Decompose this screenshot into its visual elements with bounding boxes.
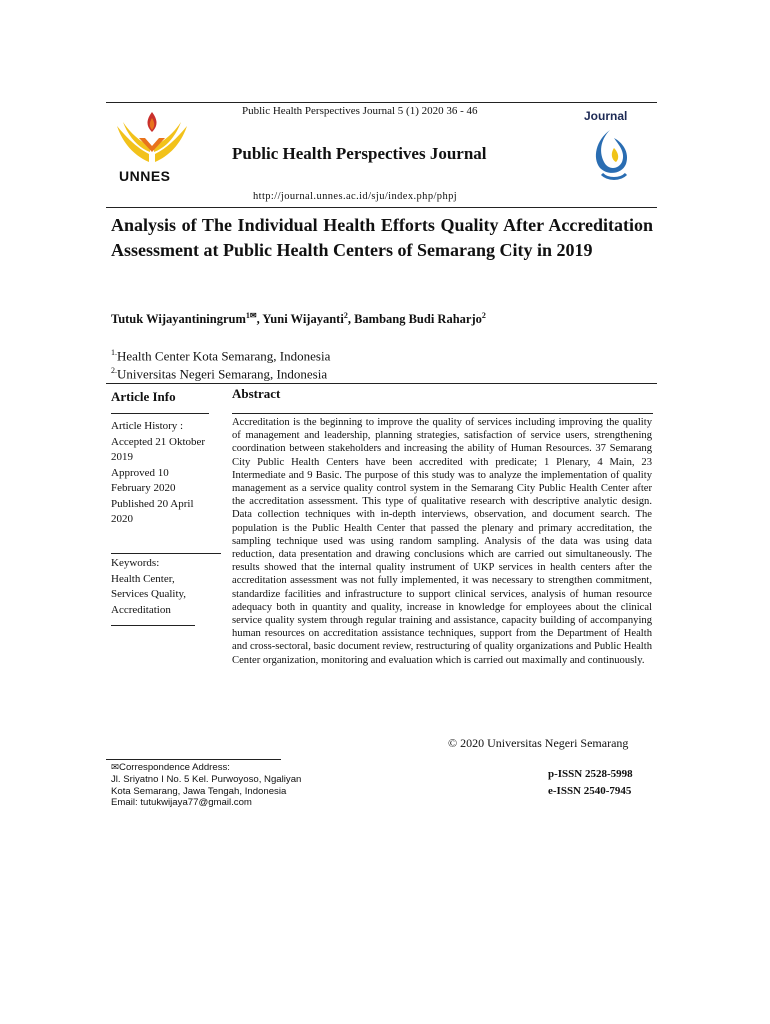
electronic-issn: e-ISSN 2540-7945 (548, 785, 632, 797)
author-name: Yuni Wijayanti (262, 312, 344, 327)
journal-name: Public Health Perspectives Journal (232, 144, 487, 163)
author-list: Tutuk Wijayantiningrum$^{1✉}$, Yuni Wijayanti$^2$, Bambang Budi Raharjo$^2$ (111, 311, 486, 327)
correspondence-label: Correspondence Address: (119, 762, 230, 773)
affiliation-sup: 1. (111, 348, 117, 357)
unnes-logo-text: UNNES (119, 168, 171, 184)
header-top-rule (106, 102, 657, 103)
author-name: Bambang Budi Raharjo (354, 312, 482, 327)
correspondence-line: Kota Semarang, Jawa Tengah, Indonesia (111, 785, 287, 797)
keywords-end-rule (111, 625, 195, 626)
history-line: Approved 10 (111, 466, 169, 479)
journal-url[interactable]: http://journal.unnes.ac.id/sju/index.php/phpj (253, 191, 458, 202)
history-line: 2020 (111, 513, 133, 525)
article-history (111, 419, 221, 528)
issn-block (548, 766, 633, 800)
history-label: Article History : (111, 420, 184, 432)
correspondence (111, 762, 301, 809)
info-section-rule (106, 383, 657, 384)
affiliation (111, 348, 330, 364)
article-info-heading: Article Info (111, 389, 176, 404)
copyright: © 2020 Universitas Negeri Semarang (448, 736, 629, 750)
history-line: Published 20 April (111, 497, 194, 510)
mail-icon: ✉ (111, 762, 120, 773)
abstract-heading: Abstract (232, 386, 281, 401)
keywords (111, 556, 221, 618)
affiliation-text: Health Center Kota Semarang, Indonesia (117, 348, 331, 364)
author-name: Tutuk Wijayantiningrum (111, 312, 246, 327)
history-line: Accepted 21 Oktober (111, 435, 206, 448)
footnote-rule (106, 759, 281, 760)
keywords-label: Keywords: (111, 557, 160, 569)
author-sup: 1✉ (245, 311, 257, 320)
info-rule (111, 413, 209, 414)
journal-citation: Public Health Perspectives Journal 5 (1) 2020 36 - 46 (242, 105, 478, 117)
author-sup: 2 (343, 311, 348, 320)
journal-logo-text: Journal (584, 109, 628, 123)
correspondence-line: Jl. Sriyatno I No. 5 Kel. Purwoyoso, Ngaliyan (111, 773, 302, 785)
author-sup: 2 (481, 311, 486, 320)
abstract-rule (232, 413, 653, 414)
keyword: Services Quality, (111, 588, 187, 600)
abstract-text: Accreditation is the beginning to improve the quality of services including improving the quality of management and leadership, planning strategies, satisfaction of service users, strengthening coordination between stakeholders and increasing the ability of Human Resources. 37 Semarang City Public Health Centers have been accredited with predicate; 1 Plenary, 4 Main, 23 Intermediate and 9 Basic. The purpose of this study was to analyze the implementation of quality management as a service quality control system in the Semarang City Public Health Center after the accreditation assessment. This type of qualitative research with descriptive analytic design. Data collection techniques with in-depth interviews, observation, and document search. The population is the Public Health Center that passed the plenary and primary accreditation, the sampling technique used was using random sampling. Analysis of the data was using data reduction, data presentation and drawing conclusions which are carried out simultaneously. The results showed that the internal quality instrument of UKP services in health centers after the accreditation assessment was not fully implemented, it was necessary to strengthen commitment, standardize facilities and infrastructure to support clinical services, analysis of human resource adequacy both in quantity and quality, increase in knowledge for employees about the clinical service quality system through regular training and assistance, capacity building of accompanying human resources on accreditation assistance techniques, support from the Department of Health and cross-sectoral, basic document review, restructuring of quality organizations and Public Health Center organization, monitoring and evaluation which is carried out maximally and continuously. (232, 417, 652, 666)
print-issn: p-ISSN 2528-5998 (548, 768, 633, 780)
keywords-rule (111, 553, 221, 554)
history-line: February 2020 (111, 482, 176, 494)
header-bottom-rule (106, 207, 657, 208)
affiliation-sup: 2. (111, 366, 117, 375)
affiliation-text: Universitas Negeri Semarang, Indonesia (117, 366, 328, 382)
correspondence-email[interactable]: Email: tutukwijaya77@gmail.com (111, 797, 252, 809)
article-title: Analysis of The Individual Health Efforts Quality After Accreditation Assessment at Public Health Centers of Semarang City in 2019 (111, 215, 653, 260)
keyword: Accreditation (111, 603, 171, 616)
affiliation (111, 366, 327, 382)
keyword: Health Center, (111, 572, 175, 585)
history-line: 2019 (111, 451, 133, 463)
